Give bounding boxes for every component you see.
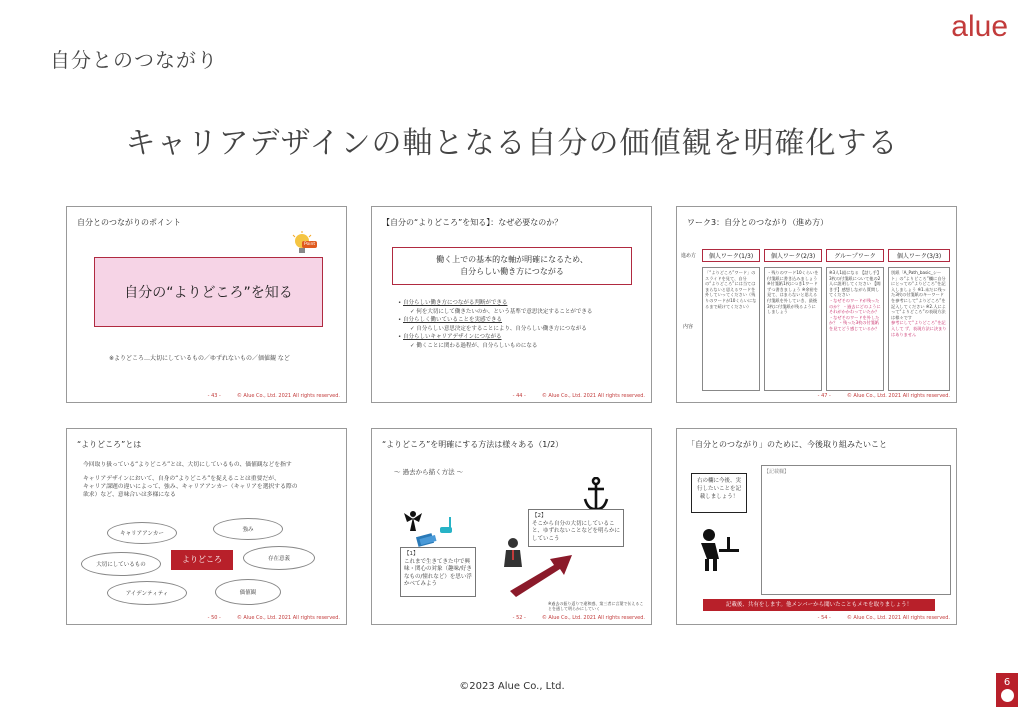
reason-list: • 自分らしい働き方につながる判断ができる ✓ 何を大切にして働きたいのか、という基準で意思決定することができる • 自分らしく働いていることを実感できる ✓ 自分らしい意思決定をすることにより、自分らしい働き方につながる • 自分らしいキャリアデザインにつながる ✓ 働くことに関わる過程が、自分らしいものになる (398, 300, 593, 349)
cloud-raison-detre: 存在意義 (243, 546, 315, 570)
cloud-identity: アイデンティティ (107, 581, 187, 605)
definition-note: ※よりどころ…大切にしているもの／ゆずれないもの／価値観 など (109, 355, 290, 362)
person-at-desk-icon (697, 527, 741, 573)
slide-thumbnail-44[interactable] (371, 206, 652, 403)
slide-thumbnail-52[interactable] (371, 428, 652, 625)
section-title: 自分とのつながり (50, 48, 218, 72)
books-icon (416, 529, 438, 547)
step-content-1: 「“よりどころ”ワード」のスライドを見て、自分の“よりどころ”には当てはまらないと思えるワードを外していってください（残りのワードが10くらいになるまで続けてください） (702, 267, 760, 391)
slide-footer: - 52 - © Alue Co., Ltd. 2021 All rights reserved. (512, 615, 645, 621)
notes-area[interactable]: 【記載欄】 (761, 465, 951, 595)
anchor-icon (582, 477, 610, 513)
slide-title: “よりどころ”とは (77, 440, 142, 449)
growth-arrow-icon (510, 549, 574, 599)
cloud-strength: 強み (213, 518, 283, 540)
step-header-3: グループワーク (826, 249, 884, 262)
slide-thumbnail-50[interactable] (66, 428, 347, 625)
step1-bubble: 【1】 これまで生きてきた中で興味・関心の対象（趣味/好きなもの/憧れなど）を思い浮かべてみよう (400, 547, 476, 597)
row-label-content: 内容 (683, 324, 694, 330)
step-content-3: ※3人1組になる 【話し手】3枚の付箋紙について他の2人に説明してください 【聞き手】感想しながら質問してください ・なぜそのワードが残ったのか？ ・過去にどのようにそれがかかわっていたか？ ・なぜそのワードを外したか？ ・残った3枚の付箋紙を見てどう感じているか？ (826, 267, 884, 391)
cloud-career-anchor: キャリアアンカー (107, 522, 177, 544)
page-number: 6 (1003, 677, 1011, 688)
reason-box: 働く上での基本的な軸が明確になるため、 自分らしい働き方につながる (392, 247, 632, 285)
cloud-important-things: 大切にしているもの (81, 552, 161, 576)
page-number-tab (996, 673, 1018, 707)
definition-text: 今回取り扱っている“よりどころ”とは、大切にしているもの、価値観などを指す キャリアデザインにおいて、自身の“よりどころ”を捉えることは重要だが、 キャリア課題の違いによって、強み、キャリアアンカー（キャリアを選択する際の 欲求）など、意味合いは多様になる (83, 462, 298, 498)
slide-thumbnail-54[interactable] (676, 428, 957, 625)
slide-footer: - 44 - © Alue Co., Ltd. 2021 All rights reserved. (512, 393, 645, 399)
slide-footer: - 47 - © Alue Co., Ltd. 2021 All rights reserved. (817, 393, 950, 399)
slide-title: ワーク3：自分とのつながり（進め方） (687, 218, 829, 227)
snorkel-icon (438, 515, 454, 537)
slide-title: 自分とのつながりのポイント (77, 218, 181, 227)
step-content-2: ・残りのワード10くらいを付箋紙に書き込みましょう ※付箋紙1枚につき1ワードずつ書きましょう ※余裕を見て、はまらないと思える付箋紙を外していき、最後3枚に付箋紙が残るようにしましょう (764, 267, 822, 391)
method-subtitle: 〜 過去から描く方法 〜 (394, 468, 464, 476)
point-badge: Point (304, 242, 316, 247)
slide-thumbnail-43[interactable] (66, 206, 347, 403)
step-header-1: 個人ワーク(1/3) (702, 249, 760, 262)
slide-footer: - 50 - © Alue Co., Ltd. 2021 All rights reserved. (207, 615, 340, 621)
slide-thumbnail-47[interactable] (676, 206, 957, 403)
slide-title: “よりどころ”を明確にする方法は様々ある（1/2） (382, 440, 564, 449)
alue-logo: alue (951, 10, 1008, 43)
slide-footer: - 54 - © Alue Co., Ltd. 2021 All rights reserved. (817, 615, 950, 621)
step-content-4: 別紙「A_Path_basic_シート」の“よりどころ”欄に自分にとっての“よりどころ”を記入しましょう ※1.未だに残った3枚の付箋紙のキーワードを参考にして“よりどころ”を記入してください ※2.人によって“よりどころ”の表現方法は様々です 参考にして“よりどころ”を記入して ず、表現方法に決まりはありません (888, 267, 950, 391)
instruction-bubble: 右の欄に今後、実行したいことを記載しましょう！ (691, 473, 747, 513)
row-label-process: 進め方 (681, 253, 697, 259)
slide-title: 【自分の“よりどころ”を知る】：なぜ必要なのか？ (382, 218, 563, 227)
slide-title: 「自分とのつながり」のために、今後取り組みたいこと (687, 440, 887, 449)
share-banner: 記載後、共有をします。他メンバーから聞いたこともメモを取りましょう！ (703, 599, 935, 611)
center-keyword: よりどころ (171, 550, 233, 570)
step2-bubble: 【2】 そこから自分の大切にしていること、ゆずれないことなどを明らかにしていこう (528, 509, 624, 547)
step-header-2: 個人ワーク(2/3) (764, 249, 822, 262)
cloud-values: 価値観 (215, 579, 281, 605)
headline: キャリアデザインの軸となる自分の価値観を明確化する (125, 126, 899, 161)
footer-copyright: ©2023 Alue Co., Ltd. (459, 681, 565, 692)
step-header-4: 個人ワーク(3/3) (888, 249, 950, 262)
slide-footer: - 43 - © Alue Co., Ltd. 2021 All rights reserved. (207, 393, 340, 399)
method-note: ※過去の振り返りで違和感、第三者に言葉で伝えることを通して明らかにしていく (548, 601, 644, 611)
key-message-box: 自分の“よりどころ”を知る (94, 257, 323, 327)
